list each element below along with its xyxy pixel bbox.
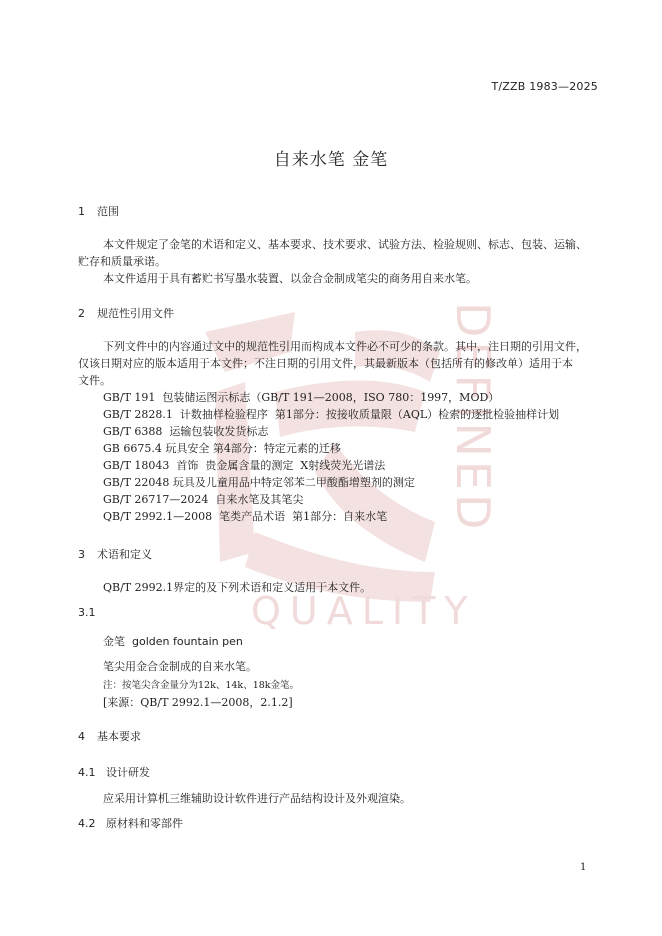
subsection-4-2-title: 原材料和零部件 (106, 817, 183, 830)
section-2-heading (78, 305, 174, 321)
reference-item: GB/T 6388 运输包装收发货标志 (103, 425, 269, 438)
section-3-paragraph-1: QB/T 2992.1界定的及下列术语和定义适用于本文件。 (103, 581, 372, 594)
term-source: [来源：QB/T 2992.1—2008，2.1.2] (103, 696, 293, 709)
section-1-number: 1 (78, 205, 85, 218)
section-3-title: 术语和定义 (97, 548, 152, 561)
document-id: T/ZZB 1983—2025 (491, 80, 598, 93)
reference-item: GB/T 22048 玩具及儿童用品中特定邻苯二甲酸酯增塑剂的测定 (103, 476, 415, 489)
reference-item: GB/T 26717—2024 自来水笔及其笔尖 (103, 493, 304, 506)
subsection-4-1-heading (78, 764, 150, 780)
section-1-paragraph-1b: 贮存和质量承诺。 (78, 255, 166, 268)
section-2-paragraph-1a: 下列文件中的内容通过文中的规范性引用而构成本文件必不可少的条款。其中，注日期的引用文件， (103, 340, 587, 353)
section-4-number: 4 (78, 730, 85, 743)
subsection-4-1-text: 应采用计算机三维辅助设计软件进行产品结构设计及外观渲染。 (103, 792, 411, 805)
section-4-title: 基本要求 (97, 730, 141, 743)
subsection-4-1-title: 设计研发 (106, 766, 150, 779)
term-english: golden fountain pen (132, 635, 243, 648)
section-1-paragraph-2: 本文件适用于具有蓄贮书写墨水装置、以金合金制成笔尖的商务用自来水笔。 (103, 272, 477, 285)
section-3-number: 3 (78, 548, 85, 561)
term-chinese: 金笔 (103, 635, 125, 648)
watermark-horizontal-text: QUALITY (251, 589, 477, 632)
subsection-4-1-number: 4.1 (78, 766, 96, 779)
section-2-paragraph-1c: 文件。 (78, 374, 111, 387)
section-1-paragraph-1a: 本文件规定了金笔的术语和定义、基本要求、技术要求、试验方法、检验规则、标志、包装、运输、 (103, 238, 587, 251)
term-entry (103, 633, 243, 649)
reference-item: GB/T 2828.1 计数抽样检验程序 第1部分：按接收质量限（AQL）检索的逐批检验抽样计划 (103, 408, 560, 421)
section-2-title: 规范性引用文件 (97, 307, 174, 320)
subsection-4-2-heading (78, 815, 183, 831)
reference-item: GB 6675.4 玩具安全 第4部分：特定元素的迁移 (103, 442, 341, 455)
reference-item: GB/T 191 包装储运图示标志（GB/T 191—2008，ISO 780：1997，MOD） (103, 391, 500, 404)
page-title: 自来水笔 金笔 (273, 150, 389, 170)
section-2-number: 2 (78, 307, 85, 320)
subsection-4-2-number: 4.2 (78, 817, 96, 830)
section-1-heading (78, 203, 119, 219)
section-4-heading (78, 728, 141, 744)
watermark-vertical-text: DEFINED (446, 302, 500, 534)
page-number: 1 (580, 862, 587, 873)
section-1-title: 范围 (97, 205, 119, 218)
subsection-3-1-number: 3.1 (78, 606, 96, 619)
reference-item: GB/T 18043 首饰 贵金属含量的测定 X射线荧光光谱法 (103, 459, 386, 472)
reference-item: QB/T 2992.1—2008 笔类产品术语 第1部分：自来水笔 (103, 510, 388, 523)
section-3-heading (78, 546, 152, 562)
section-2-paragraph-1b: 仅该日期对应的版本适用于本文件；不注日期的引用文件，其最新版本（包括所有的修改单）适用于本 (78, 357, 573, 370)
term-note: 注：按笔尖含金量分为12k、14k、18k金笔。 (103, 680, 300, 691)
term-definition: 笔尖用金合金制成的自来水笔。 (103, 660, 257, 673)
